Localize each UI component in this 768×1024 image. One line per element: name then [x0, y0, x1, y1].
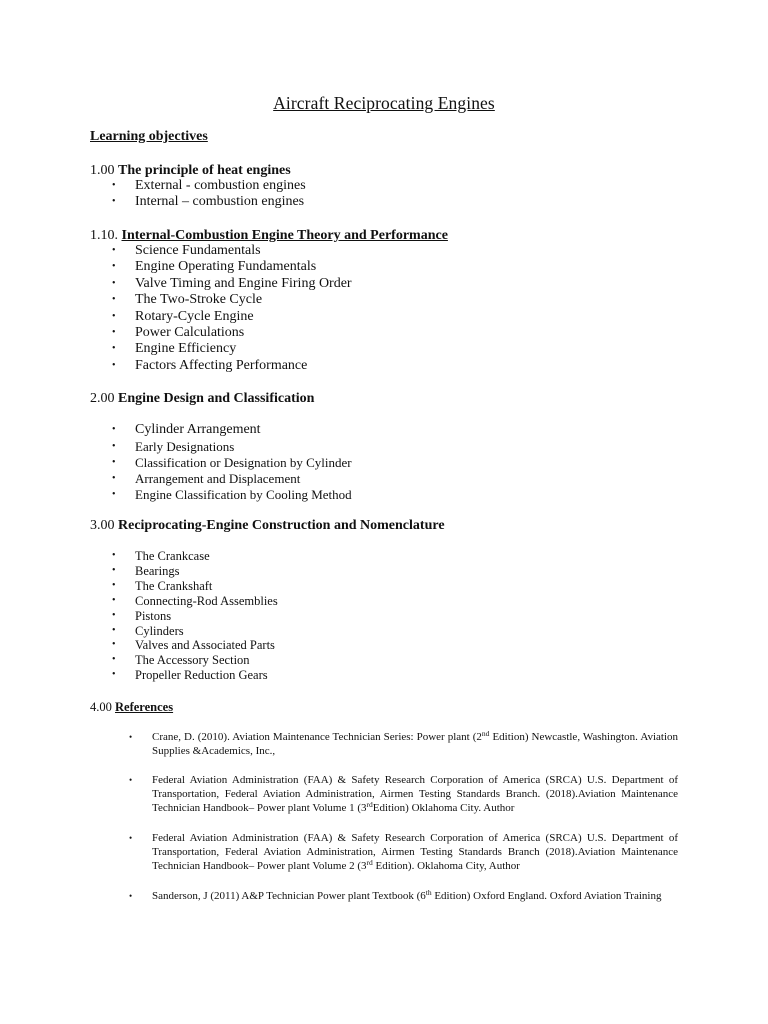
reference-text: Sanderson, J (2011) A&P Technician Power plant Textbook (6 [152, 890, 426, 902]
reference-item [129, 773, 678, 816]
section-number: 4.00 [90, 700, 115, 714]
bullet-icon: • [129, 775, 133, 785]
bullet-icon: • [112, 579, 116, 591]
list-item-text: External - combustion engines [135, 178, 306, 193]
bullet-icon: • [112, 669, 116, 681]
list-item [0, 668, 278, 683]
list-item-text: Valve Timing and Engine Firing Order [135, 275, 352, 291]
section-3-00-list [0, 549, 278, 683]
superscript: rd [366, 800, 373, 810]
bullet-icon: • [112, 359, 116, 371]
list-item [0, 455, 352, 471]
bullet-icon: • [129, 833, 133, 843]
bullet-icon: • [112, 654, 116, 666]
bullet-icon: • [112, 277, 116, 289]
list-item [0, 194, 306, 210]
list-item-text: Valves and Associated Parts [135, 638, 275, 653]
bullet-icon: • [112, 261, 116, 273]
section-number: 1.10. [90, 228, 122, 243]
section-title: The principle of heat engines [118, 163, 291, 178]
section-heading-2-00 [90, 391, 314, 407]
list-item-text: Bearings [135, 563, 180, 578]
superscript: th [425, 888, 432, 897]
section-title: Internal-Combustion Engine Theory and Performance [121, 228, 448, 243]
list-item-text: Early Designations [135, 439, 235, 454]
bullet-icon: • [112, 639, 116, 651]
list-item [0, 653, 278, 668]
reference-text: Federal Aviation Administration (FAA) & Safety Research Corporation of America (SRCA) U.S. Department of Transportation, Federal Aviation Administration, Airmen Testing Standards Branch (2018).Aviation Maintenance Technician Handbook– Power plant Volume 2 (3 [152, 832, 678, 873]
reference-text-rest: Edition) Oxford England. Oxford Aviation Training [431, 890, 662, 902]
list-item [0, 292, 352, 308]
learning-objectives-heading: Learning objectives [90, 129, 208, 144]
list-item-text: Pistons [135, 608, 172, 623]
list-item [0, 309, 352, 325]
list-item-text: Factors Affecting Performance [135, 357, 308, 373]
list-item-text: Classification or Designation by Cylinder [135, 455, 352, 470]
reference-item [129, 888, 678, 903]
bullet-icon: • [112, 441, 116, 452]
section-title: References [115, 700, 174, 714]
bullet-icon: • [112, 294, 116, 306]
superscript: rd [366, 858, 373, 868]
bullet-icon: • [112, 327, 116, 339]
list-item [0, 549, 278, 564]
bullet-icon: • [112, 624, 116, 636]
section-2-00-first-list [0, 422, 261, 438]
list-item [0, 276, 352, 292]
list-item-text: Internal – combustion engines [135, 194, 305, 210]
list-item [0, 594, 278, 609]
bullet-icon: • [112, 564, 116, 576]
list-item [0, 579, 278, 594]
reference-text-rest: Edition) Oklahoma City. Author [372, 802, 515, 815]
bullet-icon: • [112, 609, 116, 621]
list-item-text: The Crankcase [135, 549, 210, 563]
list-item-text: The Accessory Section [135, 653, 250, 668]
section-2-00-list [0, 439, 352, 503]
reference-text: Federal Aviation Administration (FAA) & Safety Research Corporation of America (SRCA) U.S. Department of Transportation, Federal Aviation Administration, Airmen Testing Standards Branch. (2018).Aviation Maintenance Technician Handbook– Power plant Volume 1 (3 [152, 774, 678, 815]
list-item [0, 609, 278, 624]
section-heading-3-00 [90, 518, 445, 534]
list-item-text: Connecting-Rod Assemblies [135, 593, 278, 608]
bullet-icon: • [112, 424, 116, 435]
superscript: nd [481, 729, 490, 738]
section-number: 3.00 [90, 518, 118, 533]
list-item-text: The Crankshaft [135, 578, 213, 593]
bullet-icon: • [112, 473, 116, 484]
section-heading-4-00 [90, 700, 173, 715]
list-item [0, 325, 352, 341]
section-title: Reciprocating-Engine Construction and Nomenclature [118, 518, 445, 533]
reference-text-rest: Edition). Oklahoma City, Author [372, 860, 520, 873]
reference-text-rest: Edition) Newcastle, Washington. Aviation Supplies &Academics, Inc., [152, 731, 678, 758]
bullet-icon: • [112, 245, 116, 256]
section-1-00-list [0, 178, 306, 211]
reference-text: Crane, D. (2010). Aviation Maintenance Technician Series: Power plant (2 [152, 731, 482, 743]
section-1-10-list [0, 243, 352, 374]
bullet-icon: • [112, 180, 116, 191]
list-item-text: Arrangement and Displacement [135, 471, 301, 486]
bullet-icon: • [112, 489, 116, 500]
section-heading-1-10 [90, 228, 448, 244]
list-item [0, 178, 306, 194]
list-item [0, 624, 278, 639]
section-title: Engine Design and Classification [118, 391, 315, 406]
list-item [0, 487, 352, 503]
section-number: 1.00 [90, 163, 118, 178]
list-item-text: The Two-Stroke Cycle [135, 292, 263, 308]
bullet-icon: • [112, 196, 116, 208]
section-heading-1-00 [90, 163, 291, 179]
list-item [0, 422, 261, 438]
list-item-text: Engine Efficiency [135, 341, 237, 357]
list-item [0, 243, 352, 259]
list-item-text: Engine Classification by Cooling Method [135, 487, 352, 502]
list-item-text: Cylinder Arrangement [135, 422, 261, 437]
bullet-icon: • [129, 891, 133, 901]
list-item [0, 259, 352, 275]
list-item-text: Rotary-Cycle Engine [135, 308, 254, 324]
bullet-icon: • [112, 310, 116, 322]
bullet-icon: • [112, 594, 116, 606]
list-item [0, 341, 352, 357]
list-item [0, 564, 278, 579]
reference-item [129, 831, 678, 874]
list-item [0, 638, 278, 653]
list-item [0, 439, 352, 455]
list-item [0, 471, 352, 487]
bullet-icon: • [129, 732, 133, 742]
section-number: 2.00 [90, 391, 118, 406]
list-item-text: Science Fundamentals [135, 243, 261, 258]
bullet-icon: • [112, 343, 116, 355]
list-item-text: Power Calculations [135, 325, 245, 341]
list-item-text: Propeller Reduction Gears [135, 668, 268, 683]
list-item-text: Engine Operating Fundamentals [135, 259, 317, 275]
document-title: Aircraft Reciprocating Engines [273, 93, 495, 113]
list-item-text: Cylinders [135, 623, 184, 638]
bullet-icon: • [112, 550, 116, 561]
bullet-icon: • [112, 457, 116, 468]
list-item [0, 358, 352, 374]
reference-item [129, 729, 678, 758]
